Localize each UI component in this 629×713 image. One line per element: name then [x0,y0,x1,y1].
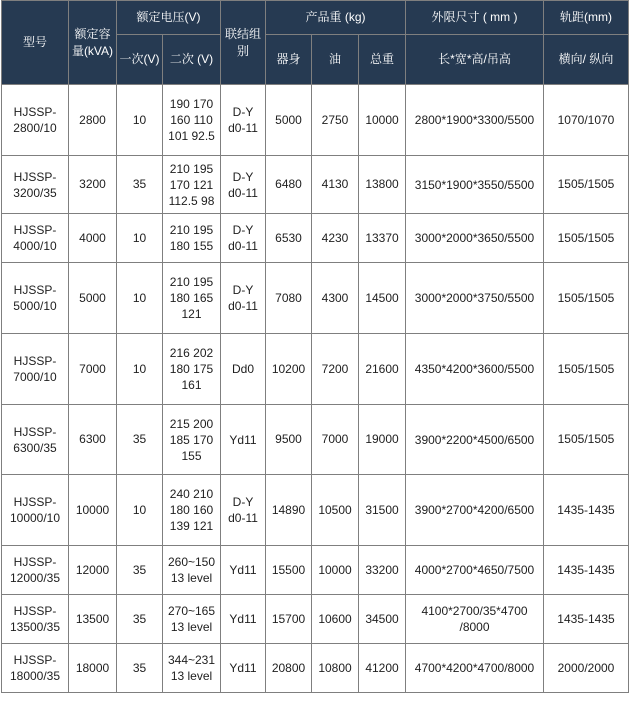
cell-capacity: 4000 [69,214,117,263]
cell-capacity: 5000 [69,263,117,334]
cell-dimensions [406,214,544,263]
cell-oil-weight: 10800 [312,644,359,693]
cell-total-weight: 21600 [359,334,406,405]
cell-connection [221,156,266,214]
cell-primary: 10 [117,85,163,156]
header-total-weight: 总重 [359,35,406,85]
cell-connection-line: D-Y [232,223,254,237]
table-body [2,85,629,693]
cell-connection-line: d0-11 [228,185,258,200]
cell-capacity: 6300 [69,405,117,475]
cell-secondary-line: 161 [181,378,202,392]
cell-secondary [163,85,221,156]
cell-capacity: 7000 [69,334,117,405]
cell-connection [221,85,266,156]
cell-model-line: HJSSP- [13,555,57,569]
cell-connection-line: Yd11 [229,563,257,577]
cell-body-weight: 9500 [266,405,312,475]
table-row [2,405,629,475]
cell-dimensions [406,475,544,546]
cell-model-line: 2800/10 [13,121,57,135]
cell-secondary [163,546,221,595]
cell-model-line: HJSSP- [13,604,57,618]
cell-body-weight: 7080 [266,263,312,334]
cell-dimensions-line: /8000 [459,620,490,634]
cell-secondary [163,475,221,546]
cell-model [2,475,69,546]
cell-secondary [163,405,221,475]
cell-secondary-line: 210 195 [169,275,214,289]
cell-model [2,644,69,693]
cell-connection [221,475,266,546]
cell-total-weight: 34500 [359,595,406,644]
cell-dimensions-line: 3900*2200*4500/6500 [414,432,535,447]
cell-model [2,156,69,214]
cell-secondary-line: 170 121 [169,177,214,192]
cell-total-weight: 14500 [359,263,406,334]
cell-capacity: 13500 [69,595,117,644]
cell-gauge: 1435-1435 [544,546,629,595]
cell-primary: 35 [117,595,163,644]
cell-body-weight: 15500 [266,546,312,595]
cell-primary: 35 [117,405,163,475]
cell-dimensions [406,156,544,214]
cell-connection [221,595,266,644]
cell-secondary-line: 180 175 [169,362,214,376]
cell-dimensions [406,85,544,156]
cell-model [2,405,69,475]
cell-body-weight: 5000 [266,85,312,156]
table-row [2,263,629,334]
cell-model-line: 13500/35 [9,620,61,634]
cell-secondary-line: 215 200 [169,416,214,431]
header-weight: 产品重 (kg) [266,1,406,35]
cell-connection [221,263,266,334]
cell-oil-weight: 7000 [312,405,359,475]
cell-primary: 10 [117,334,163,405]
cell-secondary-line: 210 195 [169,161,214,176]
table-row [2,475,629,546]
cell-secondary-line: 180 165 [169,291,214,305]
header-model: 型号 [2,1,69,85]
cell-connection-line: D-Y [232,495,254,509]
cell-model-line: HJSSP- [13,283,57,297]
cell-connection-line: Yd11 [229,612,257,626]
cell-body-weight: 15700 [266,595,312,644]
cell-dimensions [406,334,544,405]
header-rated-voltage: 额定电压(V) [117,1,221,35]
cell-connection-line: Yd11 [229,432,257,447]
cell-secondary-line: 180 160 [169,503,214,517]
cell-gauge: 1505/1505 [544,156,629,214]
cell-total-weight: 19000 [359,405,406,475]
cell-dimensions-line: 3000*2000*3650/5500 [414,231,535,245]
cell-body-weight: 14890 [266,475,312,546]
cell-connection [221,334,266,405]
cell-gauge: 1070/1070 [544,85,629,156]
table-row [2,156,629,214]
header-gauge-sub: 横向/ 纵向 [544,35,629,85]
header-capacity: 额定容量(kVA) [69,1,117,85]
cell-secondary-line: 13 level [170,571,213,585]
cell-model-line: HJSSP- [13,105,57,119]
cell-capacity: 2800 [69,85,117,156]
cell-connection [221,644,266,693]
cell-oil-weight: 10600 [312,595,359,644]
cell-connection-line: d0-11 [228,121,258,135]
cell-secondary-line: 240 210 [169,487,214,501]
cell-gauge: 1505/1505 [544,334,629,405]
cell-secondary-line: 101 92.5 [168,129,215,143]
cell-secondary [163,214,221,263]
cell-secondary-line: 160 110 [170,113,213,127]
cell-dimensions-line: 4700*4200*4700/8000 [414,661,535,675]
cell-body-weight: 6530 [266,214,312,263]
cell-connection-line: d0-11 [228,511,258,525]
cell-model-line: 18000/35 [9,669,61,683]
cell-capacity: 10000 [69,475,117,546]
header-dimensions-sub: 长*宽*高/吊高 [406,35,544,85]
cell-connection-line: D-Y [232,283,254,297]
cell-primary: 10 [117,475,163,546]
cell-model-line: 6300/35 [13,440,57,455]
cell-model [2,595,69,644]
header-connection: 联结组别 [221,1,266,85]
cell-model-line: 10000/10 [9,511,61,525]
cell-connection-line: D-Y [232,169,254,184]
cell-model [2,263,69,334]
cell-model-line: HJSSP- [13,169,57,184]
cell-secondary [163,595,221,644]
cell-gauge: 1435-1435 [544,475,629,546]
cell-secondary-line: 185 170 [169,432,214,447]
cell-secondary-line: 344~231 [167,653,216,667]
cell-secondary-line: 180 155 [169,239,214,253]
cell-oil-weight: 10000 [312,546,359,595]
cell-connection-line: Dd0 [231,362,254,376]
cell-dimensions-line: 3000*2000*3750/5500 [414,291,535,305]
cell-model [2,546,69,595]
cell-gauge: 1505/1505 [544,405,629,475]
cell-secondary-line: 216 202 [169,346,214,360]
cell-gauge: 1505/1505 [544,263,629,334]
header-dimensions: 外限尺寸 ( mm ) [406,1,544,35]
cell-connection [221,214,266,263]
cell-model-line: 4000/10 [13,239,57,253]
cell-secondary [163,644,221,693]
cell-gauge: 2000/2000 [544,644,629,693]
cell-dimensions-line: 4000*2700*4650/7500 [414,563,535,577]
cell-dimensions [406,405,544,475]
cell-dimensions [406,263,544,334]
cell-gauge: 1435-1435 [544,595,629,644]
cell-dimensions [406,546,544,595]
cell-oil-weight: 4230 [312,214,359,263]
header-body-weight: 器身 [266,35,312,85]
header-primary: 一次(V) [117,35,163,85]
cell-model [2,214,69,263]
transformer-spec-table [1,0,629,693]
cell-dimensions [406,595,544,644]
cell-oil-weight: 7200 [312,334,359,405]
cell-primary: 35 [117,156,163,214]
cell-model-line: HJSSP- [13,495,57,509]
cell-total-weight: 33200 [359,546,406,595]
cell-model-line: 3200/35 [13,185,57,200]
cell-total-weight: 13800 [359,156,406,214]
cell-secondary-line: 190 170 [169,97,214,111]
header-secondary: 二次 (V) [163,35,221,85]
cell-connection-line: D-Y [232,105,254,119]
cell-model-line: HJSSP- [13,424,57,439]
header-oil-weight: 油 [312,35,359,85]
cell-primary: 35 [117,644,163,693]
cell-model-line: HJSSP- [13,653,57,667]
cell-dimensions [406,644,544,693]
cell-secondary-line: 155 [181,448,202,463]
cell-secondary-line: 260~150 [167,555,216,569]
cell-dimensions-line: 4100*2700/35*4700 [421,604,528,618]
cell-capacity: 3200 [69,156,117,214]
cell-total-weight: 10000 [359,85,406,156]
cell-dimensions-line: 3150*1900*3550/5500 [414,177,535,192]
cell-dimensions-line: 4350*4200*3600/5500 [414,362,535,376]
table-row [2,546,629,595]
cell-model-line: 12000/35 [9,571,61,585]
cell-total-weight: 13370 [359,214,406,263]
cell-connection-line: d0-11 [228,299,258,313]
table-row [2,214,629,263]
table-header [2,1,629,85]
cell-total-weight: 41200 [359,644,406,693]
cell-connection-line: d0-11 [228,239,258,253]
cell-secondary-line: 112.5 98 [168,193,215,208]
table-row [2,85,629,156]
cell-secondary-line: 210 195 [169,223,214,237]
cell-dimensions-line: 2800*1900*3300/5500 [414,113,535,127]
cell-body-weight: 6480 [266,156,312,214]
table-row [2,334,629,405]
cell-model [2,85,69,156]
cell-dimensions-line: 3900*2700*4200/6500 [414,503,535,517]
cell-oil-weight: 4130 [312,156,359,214]
cell-total-weight: 31500 [359,475,406,546]
cell-model [2,334,69,405]
cell-body-weight: 10200 [266,334,312,405]
cell-oil-weight: 2750 [312,85,359,156]
table-row [2,644,629,693]
cell-model-line: 5000/10 [13,299,57,313]
cell-model-line: HJSSP- [13,354,57,368]
table-row [2,595,629,644]
cell-secondary [163,263,221,334]
cell-connection [221,546,266,595]
cell-secondary [163,334,221,405]
cell-secondary-line: 270~165 [167,604,216,618]
cell-model-line: HJSSP- [13,223,57,237]
cell-connection [221,405,266,475]
cell-capacity: 12000 [69,546,117,595]
cell-secondary [163,156,221,214]
cell-oil-weight: 4300 [312,263,359,334]
cell-secondary-line: 13 level [170,620,213,634]
cell-model-line: 7000/10 [13,370,57,384]
cell-capacity: 18000 [69,644,117,693]
cell-secondary-line: 121 [181,307,202,321]
cell-primary: 10 [117,214,163,263]
cell-connection-line: Yd11 [229,661,257,675]
cell-primary: 10 [117,263,163,334]
cell-oil-weight: 10500 [312,475,359,546]
cell-secondary-line: 13 level [170,669,213,683]
header-gauge: 轨距(mm) [544,1,629,35]
cell-body-weight: 20800 [266,644,312,693]
cell-primary: 35 [117,546,163,595]
cell-secondary-line: 139 121 [169,519,214,533]
cell-gauge: 1505/1505 [544,214,629,263]
